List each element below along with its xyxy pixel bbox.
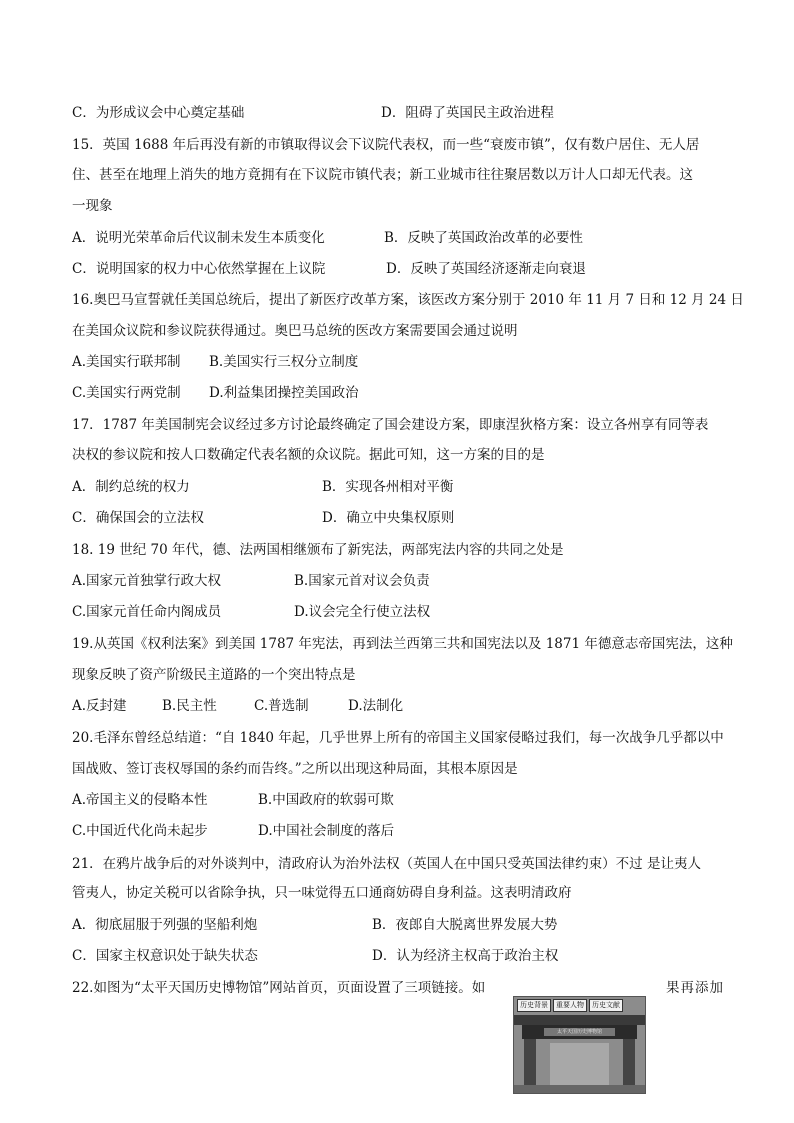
q21-option-c: C．国家主权意识处于缺失状态 [72,948,258,964]
q20-option-a: A.帝国主义的侵略本性 [72,792,208,808]
q16-stem-line1: 16.奥巴马宣誓就任美国总统后，提出了新医疗改革方案，该医改方案分别于 2010 年 11 月 7 日和 12 月 24 日 [72,292,744,308]
q17-stem-line1: 17．1787 年美国制宪会议经过多方讨论最终确定了国会建设方案，即康涅狄格方案：设立各州享有同等表 [72,417,709,433]
nav-link-important-figures[interactable]: 重要人物 [553,999,587,1012]
q16-option-b: B.美国实行三权分立制度 [209,354,359,370]
q16-stem-line2: 在美国众议院和参议院获得通过。奥巴马总统的医改方案需要国会通过说明 [72,323,518,339]
q20-stem-line1: 20.毛泽东曾经总结道：“自 1840 年起，几乎世界上所有的帝国主义国家侵略过我们，每一次战争几乎都以中 [72,730,724,746]
q17-stem-line2: 决权的参议院和按人口数确定代表名额的众议院。据此可知，这一方案的目的是 [72,447,545,463]
q19-stem-line1: 19.从英国《权利法案》到美国 1787 年宪法，再到法兰西第三共和国宪法以及 1871 年德意志帝国宪法，这种 [72,636,733,652]
q22-stem-right: 果再添加 [666,980,724,996]
q21-option-d: D．认为经济主权高于政治主权 [372,948,559,964]
q15-option-c: C．说明国家的权力中心依然掌握在上议院 [72,261,326,277]
q16-option-a: A.美国实行联邦制 [72,354,181,370]
q21-stem-line1: 21．在鸦片战争后的对外谈判中，清政府认为治外法权（英国人在中国只受英国法律约束）不过 是让夷人 [72,856,701,872]
q22-stem-left: 22.如图为“太平天国历史博物馆”网站首页，页面设置了三项链接。如 [72,980,486,996]
nav-link-history-background[interactable]: 历史背景 [517,999,551,1012]
gate-plaque: 太平天国历史博物馆 [544,1028,615,1036]
q18-option-b: B.国家元首对议会负责 [294,573,430,589]
museum-website-screenshot [513,996,646,1094]
nav-link-historical-documents[interactable]: 历史文献 [589,999,623,1012]
q18-option-c: C.国家元首任命内阁成员 [72,604,222,620]
q20-option-d: D.中国社会制度的落后 [258,823,395,839]
museum-nav-links [517,999,623,1012]
q15-option-d: D．反映了英国经济逐渐走向衰退 [386,261,586,277]
q21-option-a: A．彻底屈服于列强的坚船利炮 [72,917,258,933]
q19-option-a: A.反封建 [72,698,127,714]
q15-option-a: A．说明光荣革命后代议制未发生本质变化 [72,230,325,246]
q20-option-c: C.中国近代化尚未起步 [72,823,208,839]
q18-option-a: A.国家元首独掌行政大权 [72,573,222,589]
gate-roof [514,1015,645,1025]
q19-option-b: B.民主性 [162,698,217,714]
q21-option-b: B．夜郎自大脱离世界发展大势 [372,917,558,933]
q15-stem-line3: 一现象 [72,198,113,214]
q20-stem-line2: 国战败、签订丧权辱国的条约而告终。”之所以出现这种局面，其根本原因是 [72,761,518,777]
q14-option-d: D．阻碍了英国民主政治进程 [381,105,554,121]
q19-stem-line2: 现象反映了资产阶级民主道路的一个突出特点是 [72,667,356,683]
q15-stem-line1: 15．英国 1688 年后再没有新的市镇取得议会下议院代表权，而一些“衰废市镇”，仅有数户居住、无人居 [72,137,700,153]
q17-option-a: A．制约总统的权力 [72,479,190,495]
q15-option-b: B．反映了英国政治改革的必要性 [384,230,583,246]
q17-option-c: C．确保国会的立法权 [72,510,204,526]
q17-option-d: D．确立中央集权原则 [322,510,455,526]
q16-option-d: D.利益集团操控美国政治 [209,385,359,401]
q19-option-d: D.法制化 [348,698,404,714]
q18-option-d: D.议会完全行使立法权 [294,604,431,620]
q15-stem-line2: 住、甚至在地理上消失的地方竟拥有在下议院市镇代表；新工业城市往往聚居数以万计人口却无代表。这 [72,167,693,183]
gate-ground [514,1085,645,1093]
q21-stem-line2: 管夷人，协定关税可以省除争执，只一味觉得五口通商妨碍自身利益。这表明清政府 [72,885,572,901]
q18-stem-line1: 18. 19 世纪 70 年代，德、法两国相继颁布了新宪法，两部宪法内容的共同之处是 [72,542,564,558]
q20-option-b: B.中国政府的软弱可欺 [258,792,394,808]
q16-option-c: C.美国实行两党制 [72,385,181,401]
q19-option-c: C.普选制 [254,698,309,714]
q17-option-b: B．实现各州相对平衡 [322,479,454,495]
q14-option-c: C．为形成议会中心奠定基础 [72,105,245,121]
